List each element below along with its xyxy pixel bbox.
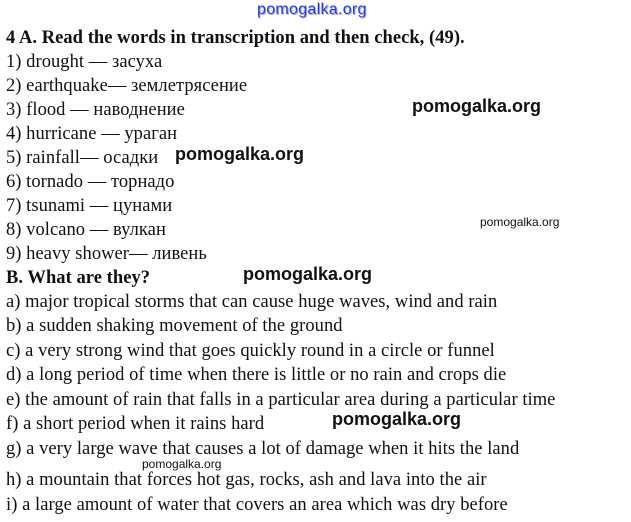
word-item-9: 9) heavy shower— ливень <box>6 244 207 264</box>
watermark-6: pomogalka.org <box>142 457 222 471</box>
word-item-8: 8) volcano — вулкан <box>6 220 166 240</box>
watermark-3: pomogalka.org <box>480 215 560 229</box>
watermark-top: pomogalka.org <box>257 1 367 18</box>
definition-b: b) a sudden shaking movement of the ground <box>6 316 343 336</box>
watermark-5: pomogalka.org <box>332 409 462 429</box>
word-item-1: 1) drought — засуха <box>6 52 163 72</box>
watermark-4: pomogalka.org <box>243 264 373 284</box>
word-item-7: 7) tsunami — цунами <box>6 196 173 216</box>
definition-h: h) a mountain that forces hot gas, rocks, ash and lava into the air <box>6 470 487 490</box>
definition-c: c) a very strong wind that goes quickly round in a circle or funnel <box>6 341 495 361</box>
word-item-6: 6) tornado — торнадо <box>6 172 175 192</box>
definition-i: i) a large amount of water that covers an area which was dry before <box>6 495 508 515</box>
definition-f: f) a short period when it rains hard <box>6 414 265 434</box>
definition-g: g) a very large wave that causes a lot of damage when it hits the land <box>6 439 520 459</box>
word-item-3: 3) flood — наводнение <box>6 100 185 120</box>
word-item-4: 4) hurricane — ураган <box>6 124 178 144</box>
heading-a: 4 A. Read the words in transcription and then check, (49). <box>6 28 465 48</box>
heading-b: B. What are they? <box>6 268 151 288</box>
definition-a: a) major tropical storms that can cause huge waves, wind and rain <box>6 292 498 312</box>
watermark-2: pomogalka.org <box>175 144 305 164</box>
watermark-1: pomogalka.org <box>412 96 542 116</box>
word-item-2: 2) earthquake— землетрясение <box>6 76 248 96</box>
definition-d: d) a long period of time when there is little or no rain and crops die <box>6 365 507 385</box>
definition-e: e) the amount of rain that falls in a particular area during a particular time <box>6 390 556 410</box>
word-item-5: 5) rainfall— осадки <box>6 148 159 168</box>
